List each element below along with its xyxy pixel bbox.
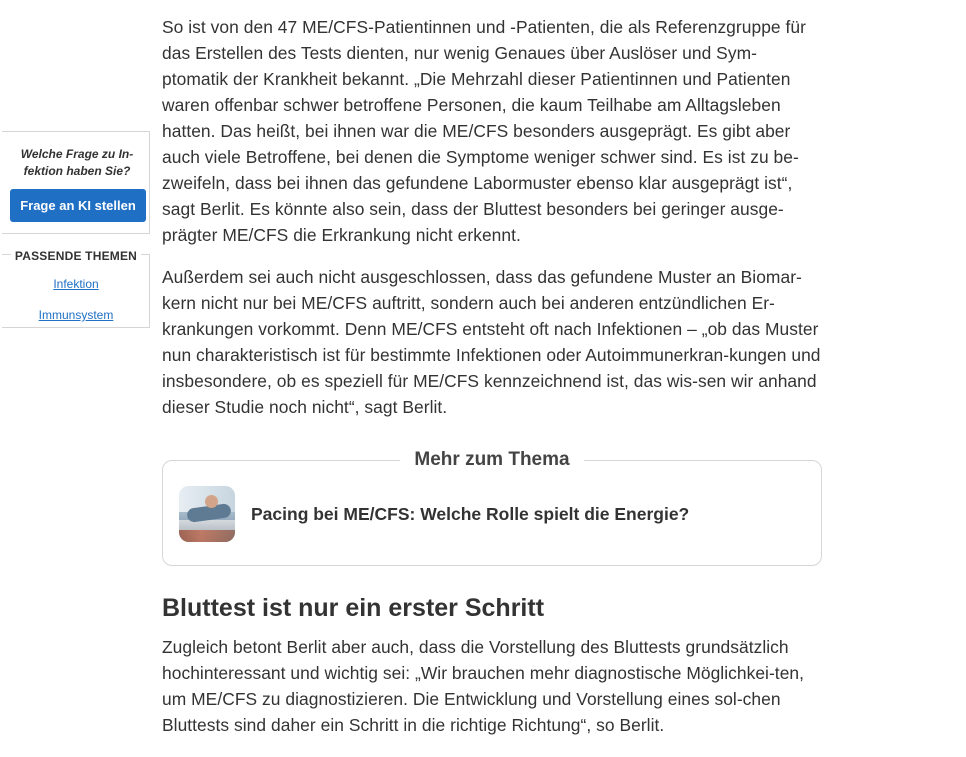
article-paragraph: Zugleich betont Berlit aber auch, dass die Vorstellung des Bluttests grundsätzlich hochinteressant und wichtig sei: „Wir brauchen mehr diagnostische Möglichkei-ten, um ME/CFS zu diagnostizieren. Die Entwicklung und Vorstellung eines sol-chen Bluttests sind daher ein Schritt in die richtige Richtung“, so Berlit.: [162, 637, 805, 735]
related-article-link[interactable]: [179, 486, 689, 542]
more-on-topic-box: [162, 449, 822, 566]
topic-link-immunsystem[interactable]: Immunsystem: [38, 308, 114, 322]
article-paragraph: So ist von den 47 ME/CFS-Patientinnen und -Patienten, die als Referenzgruppe für das Erstellen des Tests dienten, nur wenig Genaues über Auslöser und Sym-ptomatik der Krankheit bekannt. „Die Mehrzahl dieser Patientinnen und Patienten waren offenbar schwer betroffene Personen, die kaum Teilhabe am Alltagsleben hatten. Das heißt, bei ihnen war die ME/CFS besonders ausgeprägt. Es gibt aber auch viele Betroffene, bei denen die Symptome weniger schwer sind. Es ist zu be-zweifeln, dass bei ihnen das gefundene Labormuster ebenso klar ausgeprägt ist“, sagt Berlit. Es könnte also sein, dass der Bluttest besonders bei geringer ausge-prägter ME/CFS die Erkrankung nicht erkennt.: [162, 17, 806, 245]
more-on-topic-title: Mehr zum Thema: [163, 449, 821, 471]
article-paragraph: Außerdem sei auch nicht ausgeschlossen, dass das gefundene Muster an Biomar-kern nicht nur bei ME/CFS auftritt, sondern auch bei anderen entzündlichen Er-krankungen vorkommt. Denn ME/CFS entsteht oft nach Infektionen – „ob das Muster nun charakteristisch ist für bestimmte Infektionen oder Autoimmunerkran-kungen und insbesondere, ob es speziell für ME/CFS kennzeichnend ist, das wis-sen wir anhand dieser Studie noch nicht“, sagt Berlit.: [162, 267, 821, 417]
section-heading: Bluttest ist nur ein erster Schritt: [162, 594, 545, 622]
article-body: [162, 14, 822, 420]
article-body-continued: [162, 634, 822, 738]
related-article-title[interactable]: Pacing bei ME/CFS: Welche Rolle spielt die Energie?: [251, 503, 690, 524]
topic-link-infektion[interactable]: Infektion: [53, 277, 99, 291]
ai-question-prompt: Welche Frage zu In-fektion haben Sie?: [20, 147, 134, 178]
related-article-thumbnail: [179, 486, 235, 542]
related-topics-title: PASSENDE THEMEN: [2, 249, 150, 263]
ai-question-box: [2, 131, 150, 234]
related-topics-box: [2, 249, 150, 328]
ask-ai-button[interactable]: Frage an KI stellen: [10, 189, 146, 222]
